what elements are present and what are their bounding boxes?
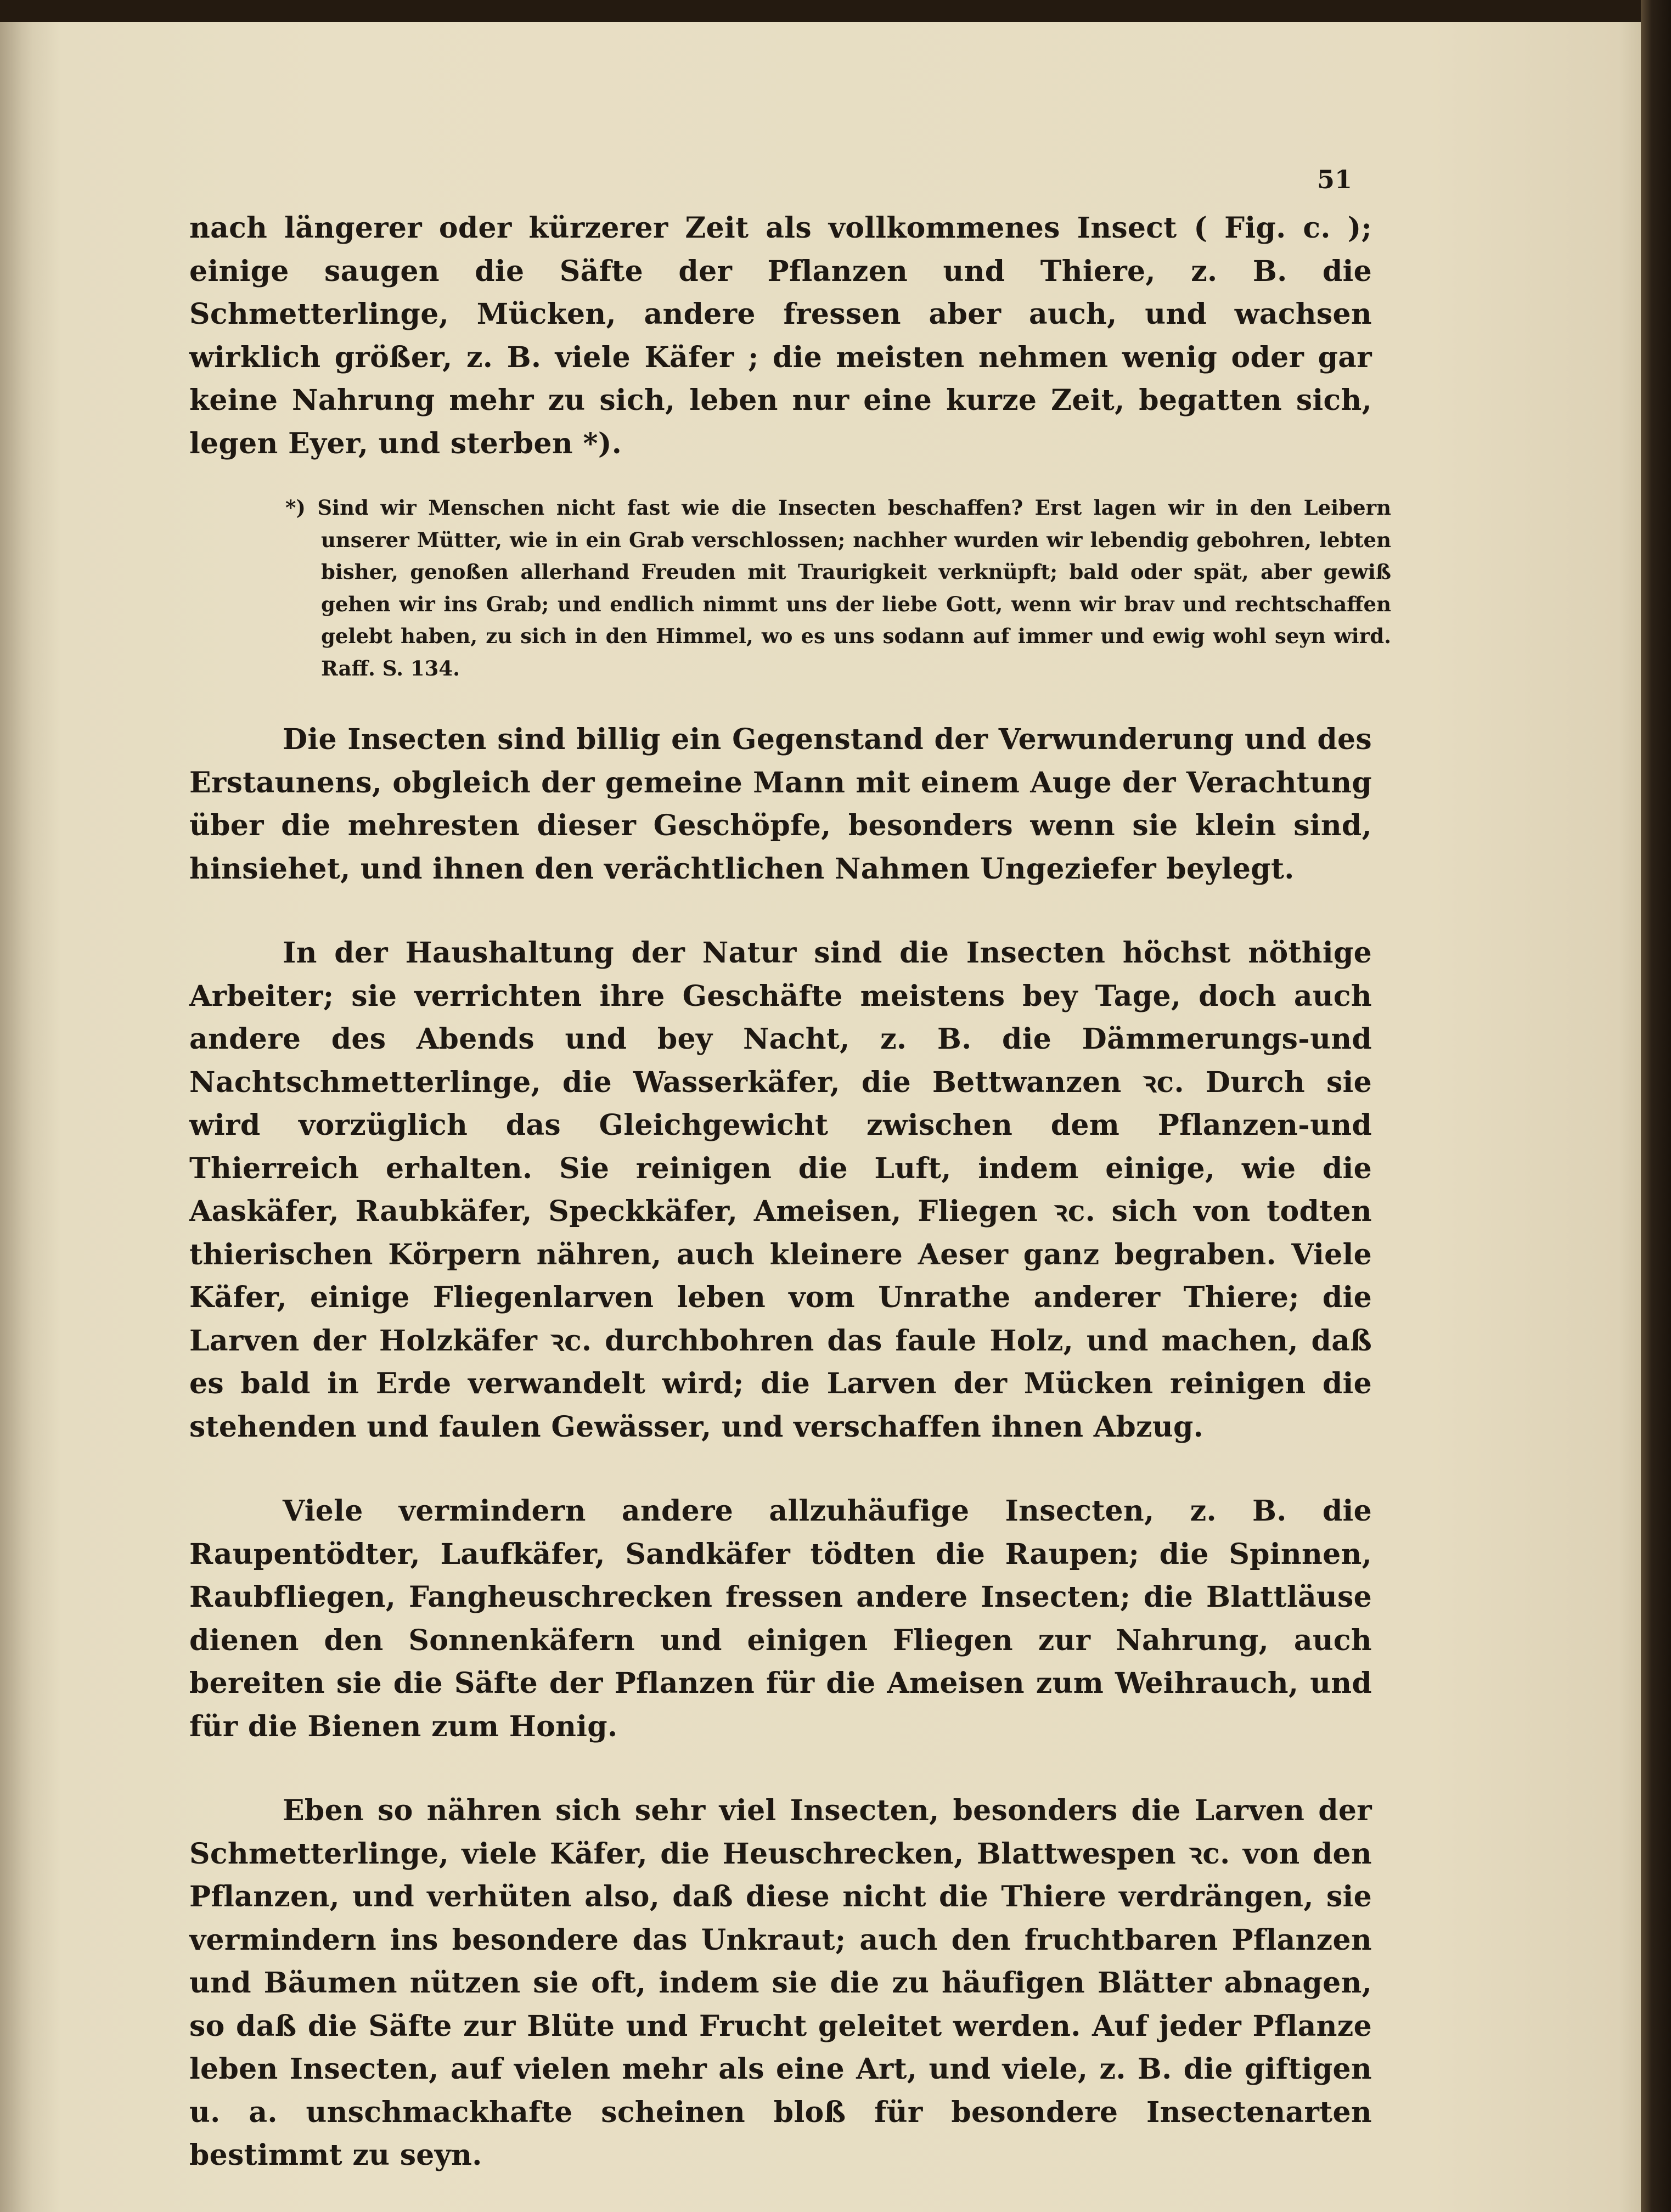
page-edge-shadow (1641, 0, 1671, 2212)
body-paragraph-2: In der Haushaltung der Natur sind die Insecten höchst nöthige Arbeiter; sie verrichten ihre Geschäfte meistens bey Tage, doch auch andere des Abends und bey Nacht, z. B. die Dämmerungs-und Nachtschmetterlinge, die Wasserkäfer, die Bettwanzen ꝛc. Durch sie wird vorzüglich das Gleichgewicht zwischen dem Pflanzen-und Thierreich erhalten. Sie reinigen die Luft, indem einige, wie die Aaskäfer, Raubkäfer, Speckkäfer, Ameisen, Fliegen ꝛc. sich von todten thierischen Körpern nähren, auch kleinere Aeser ganz begraben. Viele Käfer, einige Fliegenlarven leben vom Unrathe anderer Thiere; die Larven der Holzkäfer ꝛc. durchbohren das faule Holz, und machen, daß es bald in Erde verwandelt wird; die Larven der Mücken reinigen die stehenden und faulen Gewässer, und verschaffen ihnen Abzug. (189, 936, 1372, 1444)
body-paragraph-4: Eben so nähren sich sehr viel Insecten, besonders die Larven der Schmetterlinge, viele Käfer, die Heuschrecken, Blattwespen ꝛc. von den Pflanzen, und verhüten also, daß diese nicht die Thiere verdrängen, sie vermindern ins besondere das Unkraut; auch den fruchtbaren Pflanzen und Bäumen nützen sie oft, indem sie die zu häufigen Blätter abnagen, so daß die Säfte zur Blüte und Frucht geleitet werden. Auf jeder Pflanze leben Insecten, auf vielen mehr als eine Art, und viele, z. B. die giftigen u. a. unschmackhafte scheinen bloß für besondere Insectenarten bestimmt zu seyn. (189, 1794, 1372, 2172)
page-gutter-shadow (0, 22, 60, 2212)
page-number: 51 (1317, 165, 1353, 194)
body-paragraph-3: Viele vermindern andere allzuhäufige Insecten, z. B. die Raupentödter, Laufkäfer, Sandkäfer tödten die Raupen; die Spinnen, Raubfliegen, Fangheuschrecken fressen andere Insecten; die Blattläuse dienen den Sonnenkäfern und einigen Fliegen zur Nahrung, auch bereiten sie die Säfte der Pflanzen für die Ameisen zum Weihrauch, und für die Bienen zum Honig. (189, 1494, 1372, 1743)
footnote: *) Sind wir Menschen nicht fast wie die Insecten beschaffen? Erst lagen wir in den Leibern unserer Mütter, wie in ein Grab verschlossen; nachher wurden wir lebendig gebohren, lebten bisher, genoßen allerhand Freuden mit Traurigkeit verknüpft; bald oder spät, aber gewiß gehen wir ins Grab; und endlich nimmt uns der liebe Gott, wenn wir brav und rechtschaffen gelebt haben, zu sich in den Himmel, wo es uns sodann auf immer und ewig wohl seyn wird. Raff. S. 134. (285, 496, 1391, 680)
opening-paragraph: nach längerer oder kürzerer Zeit als vollkommenes Insect ( Fig. c. ); einige saugen die Säfte der Pflanzen und Thiere, z. B. die Schmetterlinge, Mücken, andere fressen aber auch, und wachsen wirklich größer, z. B. viele Käfer ; die meisten nehmen wenig oder gar keine Nahrung mehr zu sich, leben nur eine kurze Zeit, begatten sich, legen Eyer, und sterben *). (189, 211, 1372, 460)
body-paragraph-1: Die Insecten sind billig ein Gegenstand der Verwunderung und des Erstaunens, obgleich der gemeine Mann mit einem Auge der Verachtung über die mehresten dieser Geschöpfe, besonders wenn sie klein sind, hinsiehet, und ihnen den verächtlichen Nahmen Ungeziefer beylegt. (189, 723, 1372, 886)
page-text (189, 156, 1391, 2177)
